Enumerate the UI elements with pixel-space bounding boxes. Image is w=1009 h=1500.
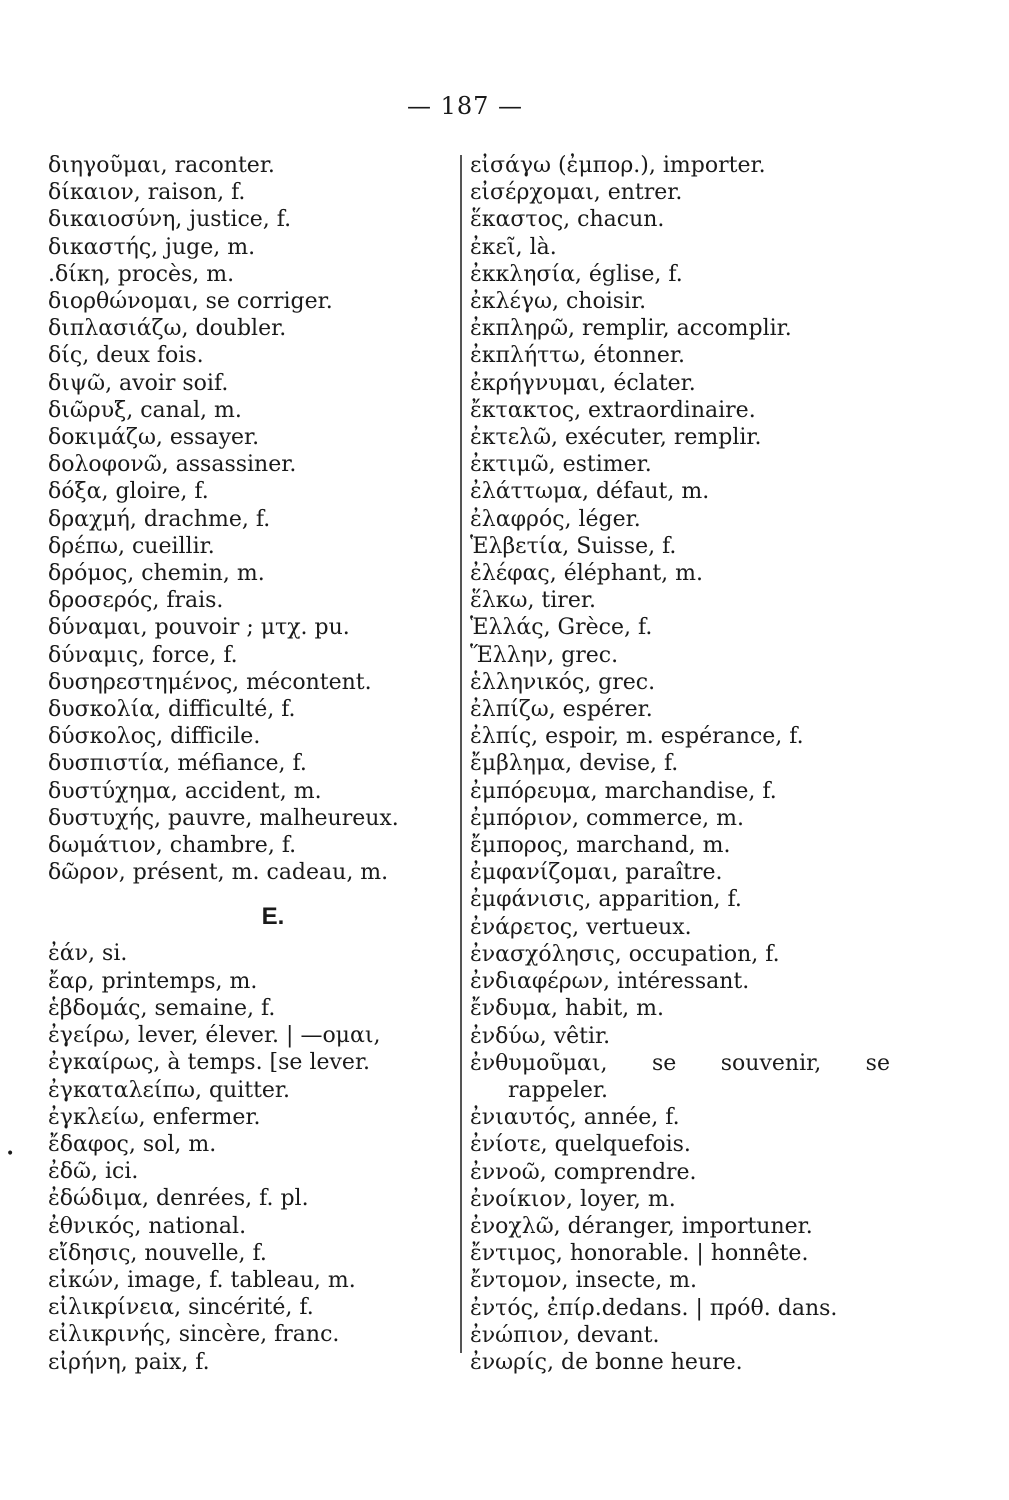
dictionary-entry: ἑλληνικός, grec.: [470, 669, 656, 695]
dictionary-entry: δύναμις, force, f.: [48, 642, 238, 668]
right-column: [470, 152, 890, 1376]
dictionary-entry: δίς, deux fois.: [48, 343, 204, 369]
dictionary-entry: .δίκη, procès, m.: [48, 261, 235, 287]
dictionary-entry: δυσπιστία, méfiance, f.: [48, 751, 307, 777]
dictionary-entry: ἐνίοτε, quelquefois.: [470, 1132, 691, 1158]
dictionary-entry: ἔμπορος, marchand, m.: [470, 833, 731, 859]
dictionary-entry: ἐνοχλῶ, déranger, importuner.: [470, 1213, 813, 1239]
dictionary-entry: δύναμαι, pouvoir ; μτχ. pu.: [48, 615, 350, 641]
dictionary-entry: δωμάτιον, chambre, f.: [48, 833, 297, 859]
dictionary-entry: δυστυχής, pauvre, malheureux.: [48, 805, 399, 831]
dictionary-entry: Ἑλβετία, Suisse, f.: [470, 533, 677, 559]
dictionary-entry: ἐλάττωμα, défaut, m.: [470, 479, 710, 505]
dictionary-entry: δικαιοσύνη, justice, f.: [48, 207, 292, 233]
dictionary-entry-continuation: rappeler.: [508, 1077, 608, 1103]
dictionary-entry: ἐγκαίρως, à temps. [se lever.: [48, 1050, 371, 1076]
dictionary-entry: ἐκλέγω, choisir.: [470, 289, 647, 315]
dictionary-entry: εἰσέρχομαι, entrer.: [470, 180, 683, 206]
dictionary-entry: διηγοῦμαι, raconter.: [48, 153, 275, 178]
dictionary-entry: ἐνασχόλησις, occupation, f.: [470, 941, 780, 967]
dictionary-entry: δίκαιον, raison, f.: [48, 180, 246, 206]
dictionary-entry: δικαστής, juge, m.: [48, 234, 256, 260]
dictionary-entry: δροσερός, frais.: [48, 588, 224, 614]
dictionary-entry: ἐνώπιον, devant.: [470, 1322, 660, 1348]
column-divider: [460, 155, 462, 1353]
dictionary-entry: Ἑλλάς, Grèce, f.: [470, 615, 653, 641]
margin-bullet: •: [6, 1146, 15, 1162]
dictionary-entry: διπλασιάζω, doubler.: [48, 316, 287, 342]
dictionary-entry: δραχμή, drachme, f.: [48, 506, 271, 532]
dictionary-entry: ἐγείρω, lever, élever. | —ομαι,: [48, 1023, 381, 1049]
dictionary-entry: ἐλέφας, éléphant, m.: [470, 561, 704, 587]
dictionary-entry-wrapped: [470, 1050, 890, 1077]
entry-word: se: [651, 1050, 677, 1076]
dictionary-entry: ἐμφανίζομαι, paraître.: [470, 860, 723, 886]
dictionary-entry: εἰλικρινής, sincère, franc.: [48, 1322, 340, 1348]
dictionary-entry: ἐντός, ἐπίρ.dedans. | πρόθ. dans.: [470, 1295, 838, 1321]
dictionary-entry: ἐμπόριον, commerce, m.: [470, 805, 744, 831]
page-number: — 187 —: [406, 92, 524, 120]
dictionary-entry: ἐδώδιμα, denrées, f. pl.: [48, 1186, 309, 1212]
left-column: [48, 152, 458, 1376]
dictionary-entry: εἰρήνη, paix, f.: [48, 1349, 210, 1375]
dictionary-entry: ἑβδομάς, semaine, f.: [48, 995, 276, 1021]
dictionary-entry: ἔαρ, printemps, m.: [48, 968, 258, 994]
dictionary-entry: δυσηρεστημένος, mécontent.: [48, 669, 372, 695]
dictionary-entry: διῶρυξ, canal, m.: [48, 397, 242, 423]
dictionary-entry: ἐγκαταλείπω, quitter.: [48, 1077, 291, 1103]
dictionary-entry: δοκιμάζω, essayer.: [48, 425, 260, 451]
dictionary-entry: ἐνδύω, vêtir.: [470, 1023, 611, 1049]
dictionary-entry: ἐθνικός, national.: [48, 1213, 247, 1239]
dictionary-entry: εἴδησις, nouvelle, f.: [48, 1240, 267, 1266]
dictionary-entry: δυστύχημα, accident, m.: [48, 778, 322, 804]
dictionary-entry: δρέπω, cueillir.: [48, 533, 215, 559]
dictionary-entry: ἔντομον, insecte, m.: [470, 1268, 698, 1294]
dictionary-entry: δολοφονῶ, assassiner.: [48, 452, 297, 478]
dictionary-entry: εἰσάγω (ἐμπορ.), importer.: [470, 153, 766, 178]
dictionary-entry: ἐγκλείω, enfermer.: [48, 1104, 261, 1130]
dictionary-entry: ἕκαστος, chacun.: [470, 207, 665, 233]
dictionary-entry: εἰκών, image, f. tableau, m.: [48, 1267, 356, 1293]
dictionary-entry: ἐλπίς, espoir, m. espérance, f.: [470, 724, 804, 750]
dictionary-entry: ἐμφάνισις, apparition, f.: [470, 887, 742, 913]
dictionary-entry: ἔκτακτος, extraordinaire.: [470, 397, 756, 423]
dictionary-entry: διψῶ, avoir soif.: [48, 370, 229, 396]
dictionary-entry: ἔνδυμα, habit, m.: [470, 996, 665, 1022]
dictionary-entry: ἐκτιμῶ, estimer.: [470, 452, 652, 478]
dictionary-entry: ἐλπίζω, espérer.: [470, 697, 653, 723]
dictionary-entry: ἐκκλησία, église, f.: [470, 261, 683, 287]
dictionary-entry: ἐκπλήττω, étonner.: [470, 343, 685, 369]
dictionary-entry: ἐάν, si.: [48, 941, 128, 967]
dictionary-entry: δόξα, gloire, f.: [48, 479, 209, 505]
dictionary-entry: ἐνοίκιον, loyer, m.: [470, 1186, 676, 1212]
dictionary-entry: ἐκτελῶ, exécuter, remplir.: [470, 425, 762, 451]
dictionary-entry: ἐνδιαφέρων, intéressant.: [470, 969, 750, 995]
entry-word: se: [865, 1050, 890, 1076]
dictionary-entry: δῶρον, présent, m. cadeau, m.: [48, 860, 389, 886]
dictionary-entry: ἔμβλημα, devise, f.: [470, 751, 679, 777]
dictionary-entry: ἐνάρετος, vertueux.: [470, 914, 692, 940]
section-heading-e: E.: [261, 903, 285, 931]
dictionary-entry: διορθώνομαι, se corriger.: [48, 289, 333, 315]
dictionary-entry: ἐμπόρευμα, marchandise, f.: [470, 778, 777, 804]
dictionary-entry: Ἕλλην, grec.: [470, 642, 619, 668]
entry-word: souvenir,: [720, 1050, 822, 1076]
dictionary-entry: ἐδῶ, ici.: [48, 1159, 139, 1185]
dictionary-entry: ἐνιαυτός, année, f.: [470, 1105, 680, 1131]
dictionary-entry: δρόμος, chemin, m.: [48, 561, 265, 587]
dictionary-entry: ἐκρήγνυμαι, éclater.: [470, 370, 696, 396]
dictionary-entry: εἰλικρίνεια, sincérité, f.: [48, 1295, 314, 1321]
dictionary-entry: ἐννοῶ, comprendre.: [470, 1159, 697, 1185]
dictionary-entry: δυσκολία, difficulté, f.: [48, 697, 296, 723]
dictionary-entry: ἐλαφρός, léger.: [470, 506, 641, 532]
dictionary-entry: ἐκεῖ, là.: [470, 234, 557, 260]
dictionary-entry: ἐνωρίς, de bonne heure.: [470, 1349, 743, 1375]
dictionary-entry: ἔντιμος, honorable. | honnête.: [470, 1241, 809, 1267]
dictionary-entry: δύσκολος, difficile.: [48, 724, 261, 750]
dictionary-entry: ἐκπληρῶ, remplir, accomplir.: [470, 316, 792, 342]
entry-word: ἐνθυμοῦμαι,: [470, 1050, 608, 1076]
dictionary-entry: ἔδαφος, sol, m.: [48, 1131, 217, 1157]
dictionary-entry: ἕλκω, tirer.: [470, 588, 596, 614]
